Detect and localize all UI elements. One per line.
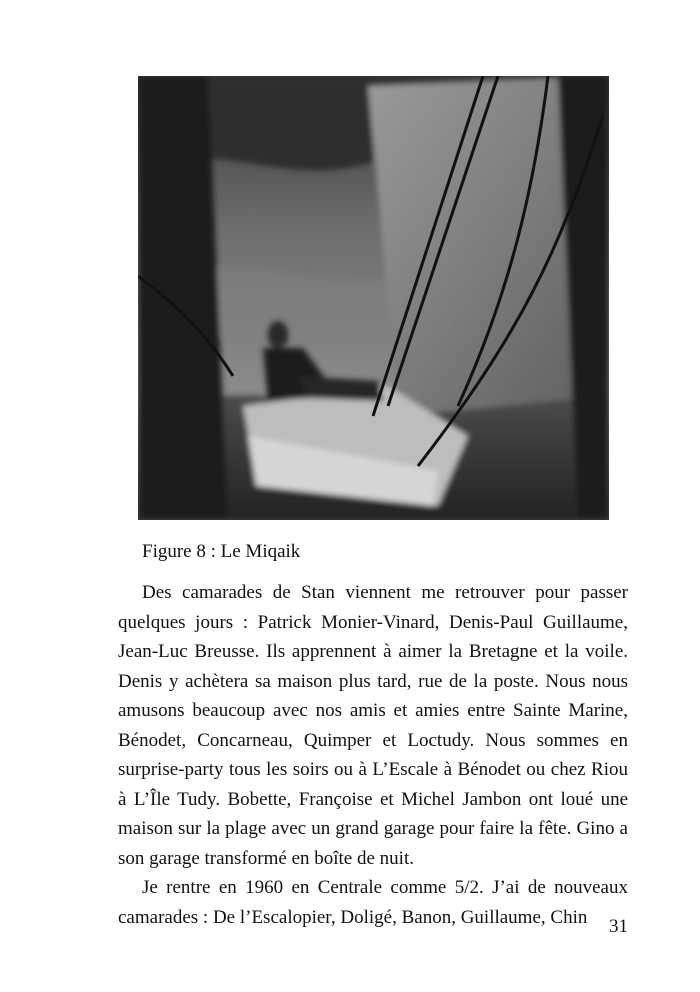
figure-caption: Figure 8 : Le Miqaik xyxy=(142,541,301,562)
page-number: 31 xyxy=(609,916,628,937)
figure-photo xyxy=(138,76,609,520)
paragraph: Je rentre en 1960 en Centrale comme 5/2. J’ai de nouveaux camarades : De l’Escalopier, Doligé, Banon, Guillaume, Chin xyxy=(118,877,628,928)
sailboat-photo xyxy=(138,76,609,520)
body-text xyxy=(118,578,628,932)
paragraph: Des camarades de Stan viennent me retrouver pour passer quelques jours : Patrick Monier-Vinard, Denis-Paul Guillaume, Jean-Luc Breusse. Ils apprennent à aimer la Bretagne et la voile. Denis y achètera sa maison plus tard, rue de la poste. Nous nous amusons beaucoup avec nos amis et amies entre Sainte Marine, Bénodet, Concarneau, Quimper et Loctudy. Nous sommes en surprise-party tous les soirs ou à L’Escale à Bénodet ou chez Riou à L’Île Tudy. Bobette, Françoise et Michel Jambon ont loué une maison sur la plage avec un grand garage pour faire la fête. Gino a son garage transformé en boîte de nuit. xyxy=(118,582,628,869)
